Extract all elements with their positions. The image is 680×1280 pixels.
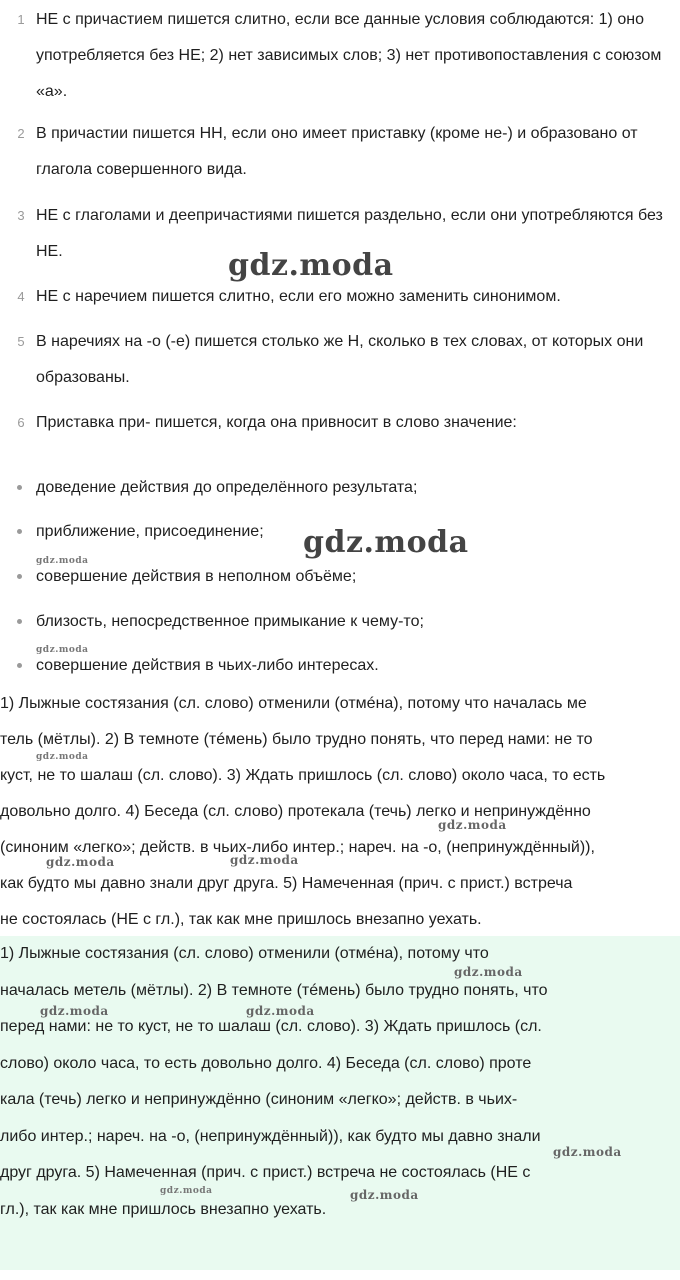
answer-line: 1) Лыжные состязания (сл. слово) отменили (отмéна), потому что началась ме <box>0 695 587 712</box>
watermark-logo: gdz.moda <box>454 965 523 979</box>
bullet-text: совершение действия в неполном объёме; <box>36 568 357 585</box>
answer-line: 1) Лыжные состязания (сл. слово) отменили (отмéна), потому что <box>0 945 489 962</box>
watermark-logo: gdz.moda <box>438 818 507 832</box>
watermark-logo: gdz.moda <box>303 525 469 560</box>
rule-number: 6 <box>17 415 25 430</box>
rule-number: 2 <box>17 126 25 141</box>
bullet-text: совершение действия в чьих-либо интересах. <box>36 657 379 674</box>
watermark-logo: gdz.moda <box>40 1004 109 1018</box>
watermark-logo: gdz.moda <box>36 556 89 566</box>
rule-text: В наречиях на -о (-е) пишется столько же Н, сколько в тех словах, от которых они образованы. <box>36 333 644 386</box>
answer-line: либо интер.; нареч. на -о, (непринуждённый)), как будто мы давно знали <box>0 1127 541 1145</box>
answer-line: друг друга. 5) Намеченная (прич. с прист.) встреча не состоялась (НЕ с <box>0 1164 531 1181</box>
rule-text: НЕ с причастием пишется слитно, если все данные условия соблюдаются: 1) оно употребляется без НЕ; 2) нет зависимых слов; 3) нет противопоставления с союзом «а». <box>36 11 662 100</box>
rule-number: 4 <box>17 289 25 304</box>
watermark-logo: gdz.moda <box>230 853 299 867</box>
bullet-dot <box>17 663 22 668</box>
bullet-dot <box>17 529 22 534</box>
watermark-logo: gdz.moda <box>553 1145 622 1159</box>
answer-line: довольно долго. 4) Беседа (сл. слово) протекала (течь) легко и непринуждённо <box>0 803 591 820</box>
answer-line: кала (течь) легко и непринуждённо (синоним «легко»; действ. в чьих- <box>0 1091 518 1108</box>
answer-line: как будто мы давно знали друг друга. 5) Намеченная (прич. с прист.) встреча <box>0 875 573 892</box>
answer-text-highlighted <box>0 936 680 1270</box>
watermark-logo: gdz.moda <box>46 855 115 869</box>
watermark-logo: gdz.moda <box>350 1188 419 1202</box>
answer-line: тель (мётлы). 2) В темноте (тéмень) было трудно понять, что перед нами: не то <box>0 731 593 748</box>
watermark-logo: gdz.moda <box>36 752 89 762</box>
rule-text: НЕ с глаголами и деепричастиями пишется раздельно, если они употребляются без НЕ. <box>36 207 663 260</box>
watermark-logo: gdz.moda <box>160 1186 213 1196</box>
answer-line: началась метель (мётлы). 2) В темноте (тéмень) было трудно понять, что <box>0 981 548 999</box>
watermark-logo: gdz.moda <box>228 248 394 283</box>
answer-line: гл.), так как мне пришлось внезапно уехать. <box>0 1200 327 1218</box>
answer-line: слово) около часа, то есть довольно долго. 4) Беседа (сл. слово) проте <box>0 1054 532 1072</box>
rule-text: В причастии пишется НН, если оно имеет приставку (кроме не-) и образовано от глагола совершенного вида. <box>36 125 638 178</box>
rule-number: 1 <box>17 12 25 27</box>
answer-line: не состоялась (НЕ с гл.), так как мне пришлось внезапно уехать. <box>0 911 482 928</box>
answer-line: (синоним «легко»; действ. в чьих-либо интер.; нареч. на -о, (непринуждённый)), <box>0 839 595 856</box>
rule-number: 5 <box>17 334 25 349</box>
rule-text: НЕ с наречием пишется слитно, если его можно заменить синонимом. <box>36 288 561 305</box>
answer-line: перед нами: не то куст, не то шалаш (сл. слово). 3) Ждать пришлось (сл. <box>0 1018 542 1035</box>
bullet-text: приближение, присоединение; <box>36 523 264 540</box>
bullet-text: доведение действия до определённого результата; <box>36 479 418 496</box>
answer-line: куст, не то шалаш (сл. слово). 3) Ждать пришлось (сл. слово) около часа, то есть <box>0 767 606 784</box>
rule-text: Приставка при- пишется, когда она привносит в слово значение: <box>36 414 517 431</box>
bullet-dot <box>17 619 22 624</box>
rule-number: 3 <box>17 208 25 223</box>
answer-text-plain <box>0 686 680 938</box>
bullet-dot <box>17 485 22 490</box>
bullet-dot <box>17 574 22 579</box>
bullet-text: близость, непосредственное примыкание к чему-то; <box>36 613 424 630</box>
watermark-logo: gdz.moda <box>36 645 89 655</box>
watermark-logo: gdz.moda <box>246 1004 315 1018</box>
